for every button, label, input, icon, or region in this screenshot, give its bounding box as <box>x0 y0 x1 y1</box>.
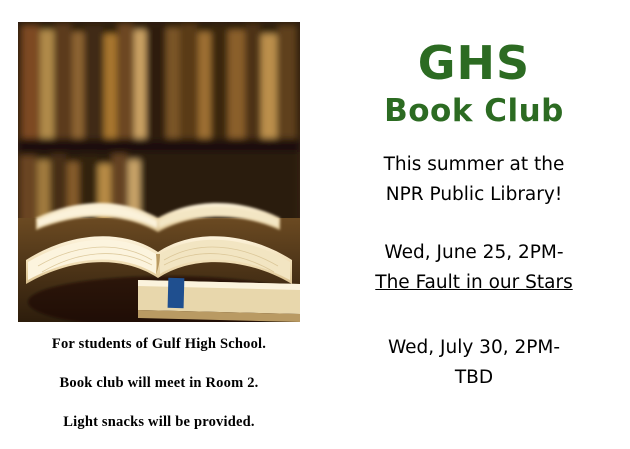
right-column <box>318 0 630 449</box>
event-1-block <box>318 238 630 298</box>
left-notes <box>0 336 318 431</box>
event-2-block <box>318 333 630 393</box>
intro-line-2: NPR Public Library! <box>385 184 563 205</box>
intro-line-1: This summer at the <box>383 154 565 175</box>
open-books-on-table-photo <box>18 22 300 322</box>
event-2-date: Wed, July 30, 2PM- <box>387 337 561 358</box>
page-subtitle: Book Club <box>384 93 564 129</box>
left-note-line-3: Light snacks will be provided. <box>63 414 255 430</box>
left-note-line-2: Book club will meet in Room 2. <box>59 375 259 391</box>
event-1-title: The Fault in our Stars <box>375 272 573 293</box>
intro-block <box>318 150 630 210</box>
left-note-line-1: For students of Gulf High School. <box>51 336 267 352</box>
page-title: GHS <box>417 36 531 90</box>
event-1-date: Wed, June 25, 2PM- <box>384 242 564 263</box>
event-2-title: TBD <box>454 367 494 388</box>
